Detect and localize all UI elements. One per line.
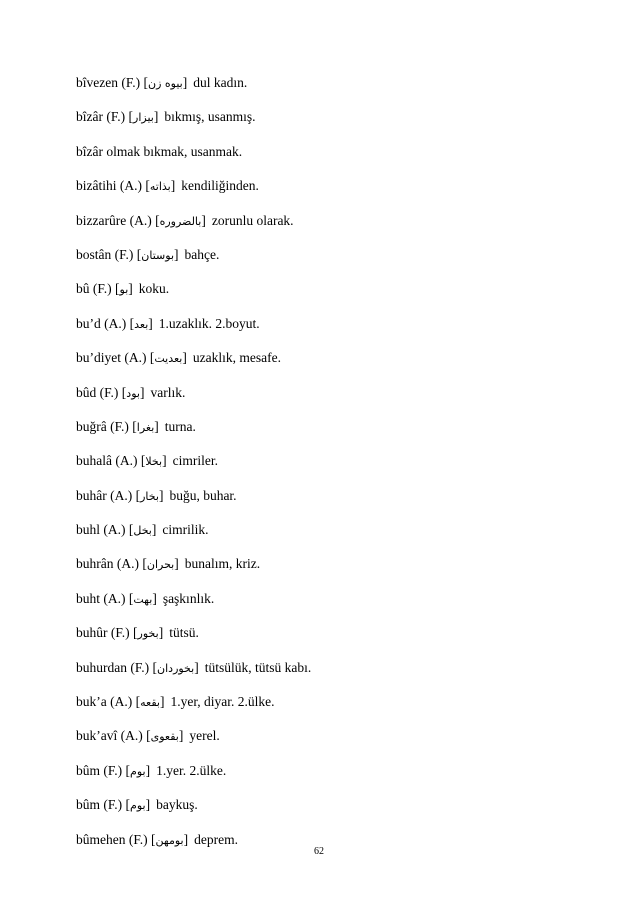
entry-arabic-script: بقعه — [140, 696, 160, 710]
dictionary-entry: bûm (F.) [بوم] 1.yer. 2.ülke. — [76, 762, 227, 778]
entry-arabic-script: بقعوی — [150, 730, 179, 744]
entry-headword: bûmehen (F.) — [76, 831, 148, 847]
entry-arabic-script: بخوردان — [157, 661, 195, 675]
entry-arabic-script: بعدیت — [154, 352, 183, 366]
entry-arabic-script: بخار — [140, 489, 159, 503]
entry-meaning: 1.uzaklık. 2.boyut. — [158, 315, 260, 331]
entry-headword: bizâtihi (A.) — [76, 178, 142, 194]
entry-headword: bû (F.) — [76, 281, 112, 297]
entry-headword: buğrâ (F.) — [76, 418, 129, 434]
dictionary-entry: bu’diyet (A.) [بعدیت] uzaklık, mesafe. — [76, 350, 281, 366]
entry-arabic-script: بغرا — [136, 420, 155, 434]
entry-meaning: koku. — [138, 281, 170, 297]
entry-arabic-script: بالضروره — [159, 214, 202, 228]
entry-headword: bu’d (A.) — [76, 315, 127, 331]
entry-headword: buhurdan (F.) — [76, 659, 150, 675]
entry-headword: buhûr (F.) — [76, 625, 130, 641]
entry-meaning: 1.yer, diyar. 2.ülke. — [170, 694, 275, 710]
entry-headword: bûm (F.) — [76, 797, 123, 813]
entry-meaning: cimrilik. — [162, 522, 209, 538]
entry-headword: buk’avî (A.) — [76, 728, 143, 744]
dictionary-entry: bûmehen (F.) [بومهن] deprem. — [76, 831, 238, 847]
entry-arabic-script: بومهن — [155, 833, 184, 847]
entry-headword: buhl (A.) — [76, 522, 126, 538]
entry-arabic-script: بوستان — [141, 248, 175, 262]
entry-arabic-script: بوم — [130, 764, 146, 778]
entry-meaning: deprem. — [194, 831, 238, 847]
entry-meaning: buğu, buhar. — [169, 487, 237, 503]
entry-headword: bîzâr (F.) — [76, 109, 126, 125]
dictionary-entry: bûd (F.) [بود] varlık. — [76, 384, 186, 400]
entry-arabic-script: بوم — [130, 799, 146, 813]
dictionary-entry — [76, 142, 576, 176]
dictionary-entry: bûm (F.) [بوم] baykuş. — [76, 797, 198, 813]
entry-headword: bûd (F.) — [76, 384, 119, 400]
entry-arabic-script: بخلا — [145, 455, 163, 469]
entry-meaning: şaşkınlık. — [162, 590, 215, 606]
dictionary-entry: buhurdan (F.) [بخوردان] tütsülük, tütsü kabı. — [76, 659, 312, 675]
entry-meaning: bunalım, kriz. — [184, 556, 261, 572]
dictionary-entry: buğrâ (F.) [بغرا] turna. — [76, 418, 196, 434]
dictionary-entry: buk’avî (A.) [بقعوی] yerel. — [76, 728, 220, 744]
entry-meaning: bıkmış, usanmış. — [164, 109, 256, 125]
dictionary-entry: buk’a (A.) [بقعه] 1.yer, diyar. 2.ülke. — [76, 694, 275, 710]
entry-headword: buhâr (A.) — [76, 487, 133, 503]
entry-arabic-script: بیزار — [133, 111, 154, 125]
entry-arabic-script: بود — [126, 386, 140, 400]
entry-arabic-script: بحران — [146, 558, 175, 572]
dictionary-entry: bîzâr (F.) [بیزار] bıkmış, usanmış. — [76, 109, 256, 125]
entry-arabic-script: بعد — [134, 317, 149, 331]
entry-meaning: yerel. — [189, 728, 220, 744]
entry-meaning: 1.yer. 2.ülke. — [156, 762, 227, 778]
dictionary-entry: buhâr (A.) [بخار] buğu, buhar. — [76, 487, 237, 503]
entry-arabic-script: بهت — [133, 592, 153, 606]
entry-meaning: turna. — [164, 418, 196, 434]
dictionary-entry: buhûr (F.) [بخور] tütsü. — [76, 625, 199, 641]
dictionary-entry: buhrân (A.) [بحران] bunalım, kriz. — [76, 556, 261, 572]
entry-headword: bu’diyet (A.) — [76, 350, 147, 366]
entry-headword: buhrân (A.) — [76, 556, 139, 572]
entry-arabic-script: بخل — [133, 524, 152, 538]
entry-headword: bostân (F.) — [76, 246, 134, 262]
dictionary-entry: bîvezen (F.) [بیوه زن] dul kadın. — [76, 75, 248, 90]
dictionary-entries — [76, 73, 576, 864]
dictionary-entry: buhl (A.) [بخل] cimrilik. — [76, 522, 209, 538]
entry-meaning: tütsü. — [169, 625, 199, 641]
dictionary-entry: buhalâ (A.) [بخلا] cimriler. — [76, 453, 218, 469]
entry-meaning: tütsülük, tütsü kabı. — [204, 659, 312, 675]
entry-meaning: cimriler. — [172, 453, 218, 469]
dictionary-entry: buht (A.) [بهت] şaşkınlık. — [76, 590, 215, 606]
entry-headword: buhalâ (A.) — [76, 453, 138, 469]
entry-arabic-script: بذاته — [149, 180, 171, 194]
entry-meaning: bahçe. — [184, 246, 220, 262]
entry-headword: buk’a (A.) — [76, 694, 133, 710]
entry-headword: bîvezen (F.) — [76, 75, 141, 90]
entry-meaning: dul kadın. — [193, 75, 248, 90]
dictionary-entry: bû (F.) [بو] koku. — [76, 281, 170, 297]
dictionary-entry: bizzarûre (A.) [بالضروره] zorunlu olarak. — [76, 212, 294, 228]
entry-arabic-script: بو — [119, 283, 129, 297]
entry-meaning: zorunlu olarak. — [211, 212, 294, 228]
entry-meaning: baykuş. — [156, 797, 198, 813]
entry-meaning: uzaklık, mesafe. — [192, 350, 281, 366]
entry-meaning: varlık. — [150, 384, 186, 400]
entry-arabic-script: بخور — [137, 627, 159, 641]
dictionary-entry: bostân (F.) [بوستان] bahçe. — [76, 246, 220, 262]
entry-headword: bûm (F.) — [76, 762, 123, 778]
entry-arabic-script: بیوه زن — [148, 77, 183, 90]
entry-headword: bizzarûre (A.) — [76, 212, 152, 228]
dictionary-entry: bizâtihi (A.) [بذاته] kendiliğinden. — [76, 178, 259, 194]
entry-meaning: kendiliğinden. — [181, 178, 259, 194]
page-number: 62 — [314, 846, 324, 857]
entry-headword: bîzâr olmak bıkmak, usanmak. — [76, 143, 243, 159]
dictionary-entry: bu’d (A.) [بعد] 1.uzaklık. 2.boyut. — [76, 315, 260, 331]
entry-headword: buht (A.) — [76, 590, 126, 606]
